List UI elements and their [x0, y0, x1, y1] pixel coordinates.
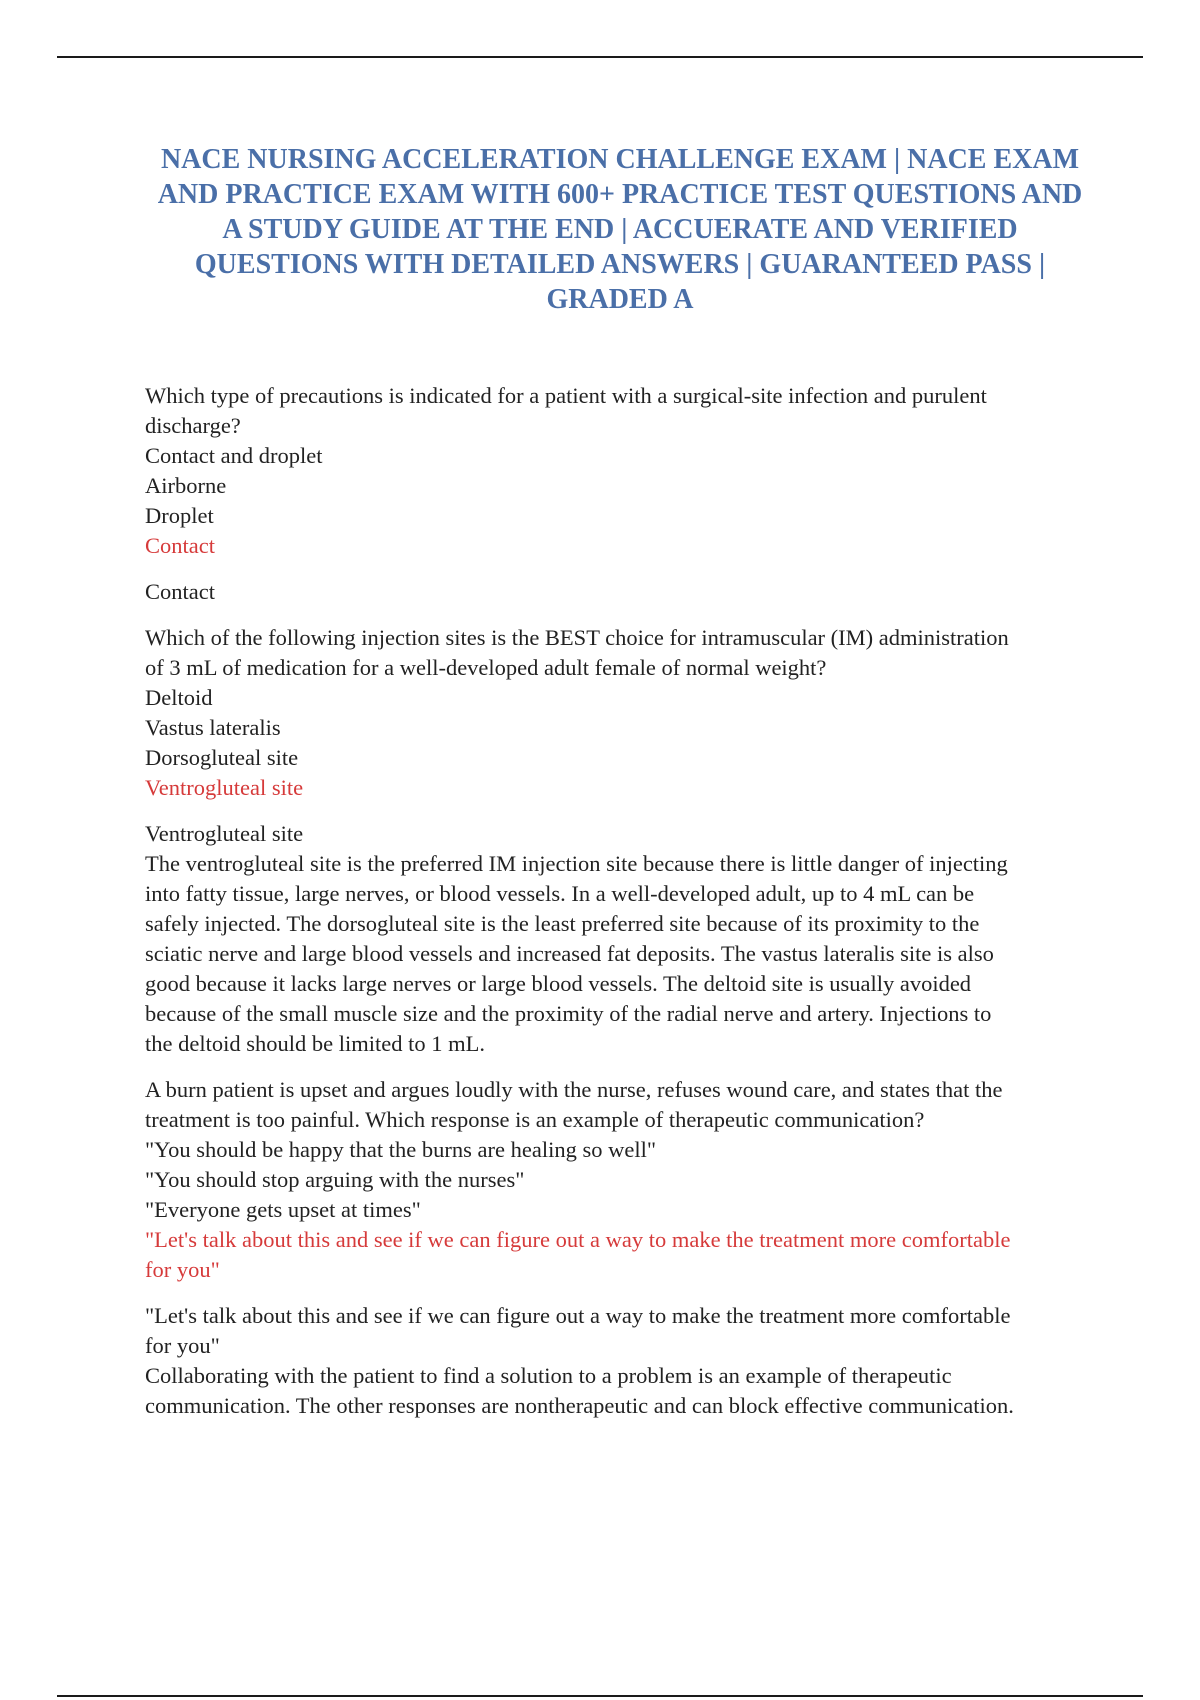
answer-option: "You should be happy that the burns are healing so well"	[145, 1137, 657, 1162]
title-line: AND PRACTICE EXAM WITH 600+ PRACTICE TEST QUESTIONS AND	[157, 179, 1083, 210]
rationale-text: into fatty tissue, large nerves, or blood vessels. In a well-developed adult, up to 4 mL can be	[145, 881, 975, 906]
document-title	[140, 142, 1100, 317]
rationale-text: communication. The other responses are nontherapeutic and can block effective communication.	[145, 1393, 1014, 1418]
question-text: A burn patient is upset and argues loudly with the nurse, refuses wound care, and states that the	[145, 1077, 1003, 1102]
title-line: GRADED A	[546, 284, 694, 315]
answer-option: Airborne	[145, 473, 227, 498]
answer-option: Contact and droplet	[145, 443, 323, 468]
top-rule	[57, 56, 1143, 58]
title-line: NACE NURSING ACCELERATION CHALLENGE EXAM | NACE EXAM	[160, 144, 1080, 175]
question-text: discharge?	[145, 413, 241, 438]
answer-option: "Everyone gets upset at times"	[145, 1197, 421, 1222]
document-body	[145, 381, 1085, 1437]
answer-option: Deltoid	[145, 685, 213, 710]
rationale-text: Collaborating with the patient to find a solution to a problem is an example of therapeutic	[145, 1363, 952, 1388]
question-text: treatment is too painful. Which response is an example of therapeutic communication?	[145, 1107, 925, 1132]
question-block-1	[145, 381, 1085, 561]
correct-answer-option: Ventrogluteal site	[145, 775, 304, 800]
rationale-text: safely injected. The dorsogluteal site is the least preferred site because of its proximity to the	[145, 911, 980, 936]
rationale-text: The ventrogluteal site is the preferred IM injection site because there is little danger of injecting	[145, 851, 1008, 876]
answer-block-3	[145, 1301, 1085, 1421]
title-line: QUESTIONS WITH DETAILED ANSWERS | GUARANTEED PASS |	[194, 249, 1046, 280]
correct-answer-option: for you"	[145, 1257, 220, 1282]
question-text: Which type of precautions is indicated for a patient with a surgical-site infection and purulent	[145, 383, 987, 408]
answer-option: Droplet	[145, 503, 214, 528]
correct-answer-option: "Let's talk about this and see if we can figure out a way to make the treatment more comfortable	[145, 1227, 1011, 1252]
correct-answer-option: Contact	[145, 533, 215, 558]
rationale-text: sciatic nerve and large blood vessels and increased fat deposits. The vastus lateralis site is also	[145, 941, 994, 966]
rationale-text: because of the small muscle size and the proximity of the radial nerve and artery. Injections to	[145, 1001, 992, 1026]
answer-text: "Let's talk about this and see if we can figure out a way to make the treatment more comfortable	[145, 1303, 1011, 1328]
bottom-rule	[57, 1695, 1143, 1697]
rationale-text: good because it lacks large nerves or large blood vessels. The deltoid site is usually avoided	[145, 971, 972, 996]
answer-option: "You should stop arguing with the nurses"	[145, 1167, 525, 1192]
title-line: A STUDY GUIDE AT THE END | ACCUERATE AND VERIFIED	[222, 214, 1018, 245]
answer-text: Ventrogluteal site	[145, 821, 304, 846]
answer-block-2	[145, 819, 1085, 1059]
answer-text: Contact	[145, 579, 215, 604]
rationale-text: the deltoid should be limited to 1 mL.	[145, 1031, 485, 1056]
answer-text: for you"	[145, 1333, 220, 1358]
question-block-2	[145, 623, 1085, 803]
question-text: Which of the following injection sites is the BEST choice for intramuscular (IM) administration	[145, 625, 1009, 650]
answer-option: Dorsogluteal site	[145, 745, 299, 770]
question-block-3	[145, 1075, 1085, 1285]
answer-block-1	[145, 577, 1085, 607]
question-text: of 3 mL of medication for a well-developed adult female of normal weight?	[145, 655, 827, 680]
answer-option: Vastus lateralis	[145, 715, 281, 740]
